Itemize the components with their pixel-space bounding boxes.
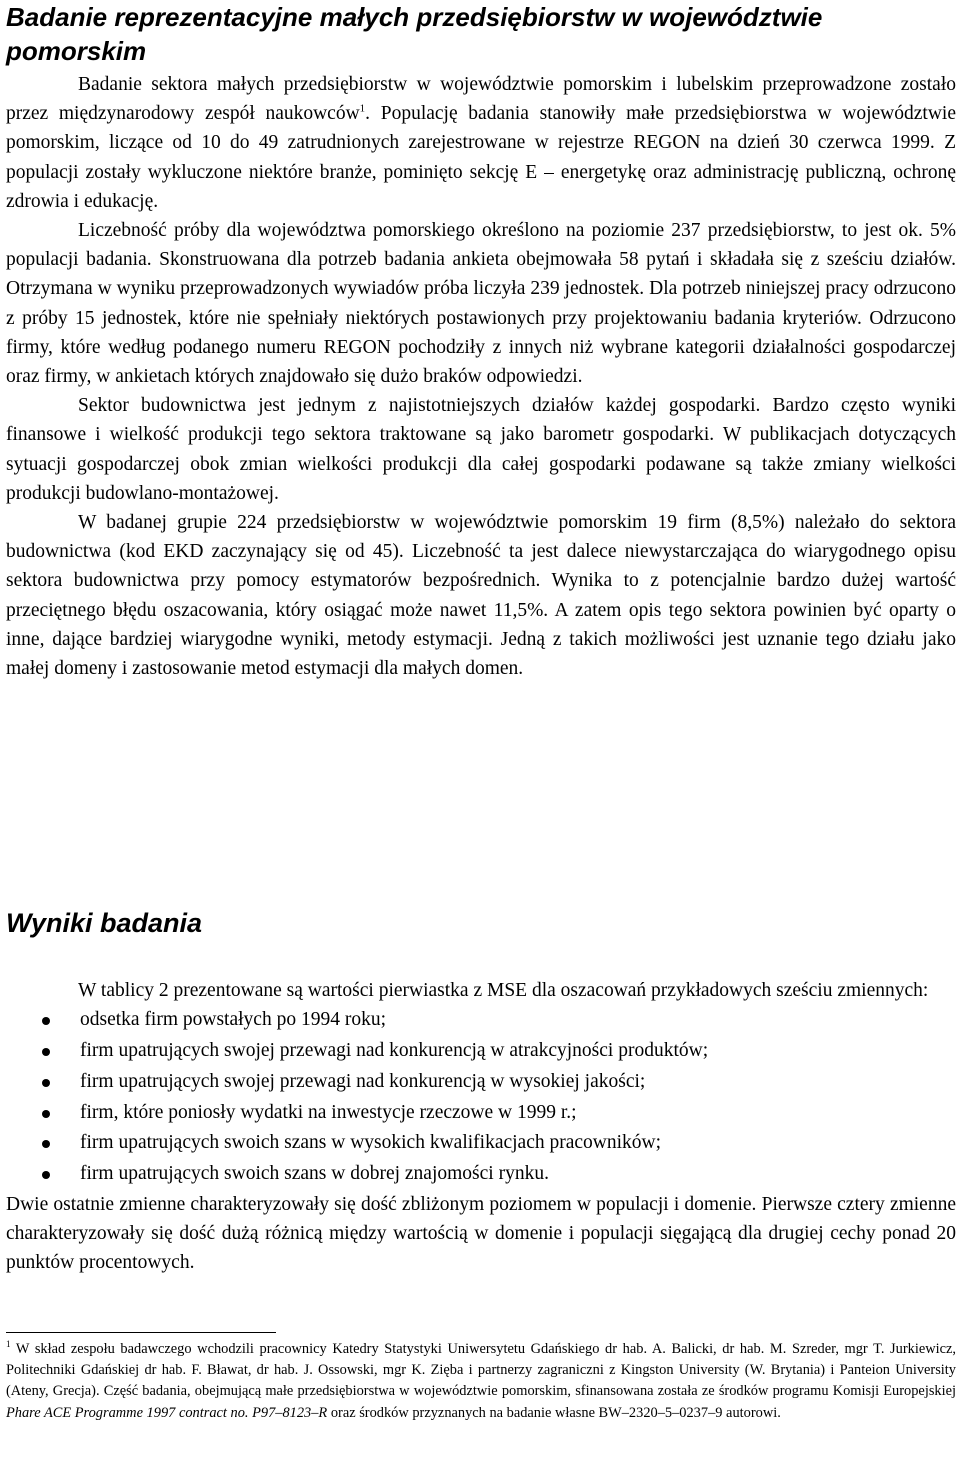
footnote-divider (6, 1332, 276, 1333)
paragraph: Sektor budownictwa jest jednym z najistotniejszych działów każdej gospodarki. Bardzo często wyniki finansowe i wielkość produkcji tego sektora traktowane są jako barometr gospodarki. W publikacjach dotyczących sytuacji gospodarczej obok zmian wielkości produkcji dla całej gospodarki podawane są także zmiany wielkości produkcji budowlano-montażowej. (6, 395, 956, 504)
bullet-icon (42, 1171, 50, 1179)
paragraph: Dwie ostatnie zmienne charakteryzowały się dość zbliżonym poziomem w populacji i domenie. Pierwsze cztery zmienne charakteryzowały się dość dużą różnicą między wartością w domenie i populacji sięgającą dla drugiej cechy ponad 20 punktów procentowych. (6, 1193, 956, 1274)
paragraph: W tablicy 2 prezentowane są wartości pierwiastka z MSE dla oszacowań przykładowych sześciu zmiennych: (78, 980, 929, 1001)
list-item (6, 1005, 956, 1036)
page-title: Badanie reprezentacyjne małych przedsiębiorstw w województwie pomorskim (6, 2, 823, 66)
paragraph: Liczebność próby dla województwa pomorskiego określono na poziomie 237 przedsiębiorstw, to jest ok. 5% populacji badania. Skonstruowana dla potrzeb badania ankieta obejmowała 58 pytań i składała się z sześciu działów. Otrzymana w wyniku przeprowadzonych wywiadów próba liczyła 239 jednostek. Dla potrzeb niniejszej pracy odrzucono z próby 15 jednostek, które nie spełniały niektórych postawionych przy projektowaniu badania kryteriów. Odrzucono firmy, które według podanego numeru REGON pochodziły z innych niż wybrane kategorii działalności gospodarczej oraz firmy, w ankietach których znajdowało się dużo braków odpowiedzi. (6, 220, 956, 388)
list-item-text: firm upatrujących swojej przewagi nad konkurencją w wysokiej jakości; (80, 1070, 646, 1092)
list-item-text: firm upatrujących swoich szans w wysokich kwalifikacjach pracowników; (80, 1132, 662, 1154)
list-item (6, 1036, 956, 1067)
footnote-program-name: Phare ACE Programme 1997 contract no. P97–8123–R (6, 1404, 328, 1421)
bullet-icon (42, 1110, 50, 1118)
paragraph-text: . Populację badania stanowiły małe przedsiębiorstwa w województwie pomorskim, liczące od 10 do 49 zatrudnionych zarejestrowane w rejestrze REGON na dzień 30 czerwca 1999. Z populacji zostały wykluczone niektóre branże, pominięto sekcję E – energetykę oraz administrację publiczną, ochronę zdrowia i edukację. (6, 103, 956, 212)
section-heading: Wyniki badania (6, 908, 203, 938)
footnote-reference[interactable]: 1 (359, 102, 366, 115)
paragraph-text: Badanie sektora małych przedsiębiorstw w województwie pomorskim i lubelskim przeprowadzone zostało przez międzynarodowy zespół naukowców (6, 74, 956, 125)
bullet-icon (42, 1048, 50, 1056)
list-item (6, 1067, 956, 1098)
footnote-text: oraz środków przyznanych na badanie własne BW–2320–5–0237–9 autorowi. (327, 1404, 781, 1421)
footnote (6, 1339, 956, 1424)
results-section (6, 976, 956, 1278)
footnote-text: W skład zespołu badawczego wchodzili pracownicy Katedry Statystyki Uniwersytetu Gdańskiego dr hab. A. Balicki, dr hab. M. Szreder, mgr T. Jurkiewicz, Politechniki Gdańskiej dr hab. F. Bławat, dr hab. J. Ossowski, mgr K. Zięba i partnerzy zagraniczni z Kingston University (W. Brytania) i Panteion University (Ateny, Grecja). Część badania, obejmującą małe przedsiębiorstwa w województwie pomorskim, sfinansowana została ze środków programu Komisji Europejskiej (6, 1341, 956, 1400)
footnote-marker: 1 (6, 1339, 11, 1350)
list-item-text: firm, które poniosły wydatki na inwestycje rzeczowe w 1999 r.; (80, 1101, 577, 1123)
list-item (6, 1128, 956, 1159)
list-item-text: firm upatrujących swojej przewagi nad konkurencją w atrakcyjności produktów; (80, 1040, 709, 1061)
bullet-icon (42, 1140, 50, 1148)
document-page (6, 0, 956, 1421)
bullet-icon (42, 1017, 50, 1025)
list-item (6, 1159, 956, 1190)
bullet-icon (42, 1079, 50, 1087)
intro-section (6, 70, 956, 683)
list-item-text: firm upatrujących swoich szans w dobrej znajomości rynku. (80, 1163, 549, 1185)
list-item-text: odsetka firm powstałych po 1994 roku; (80, 1009, 386, 1031)
paragraph (6, 70, 956, 216)
list-item (6, 1098, 956, 1129)
paragraph: W badanej grupie 224 przedsiębiorstw w województwie pomorskim 19 firm (8,5%) należało do sektora budownictwa (kod EKD zaczynający się od 45). Liczebność ta jest dalece niewystarczająca do wiarygodnego opisu sektora budownictwa przy pomocy estymatorów bezpośrednich. Wynika to z potencjalnie bardzo dużej wartość przeciętnego błędu oszacowania, który osiągać może nawet 11,5%. A zatem opis tego sektora powinien być oparty o inne, dające bardziej wiarygodne wyniki, metody estymacji. Jedną z takich możliwości jest uznanie tego działu jako małej domeny i zastosowanie metod estymacji dla małych domen. (6, 512, 956, 680)
variables-list (6, 1005, 956, 1190)
